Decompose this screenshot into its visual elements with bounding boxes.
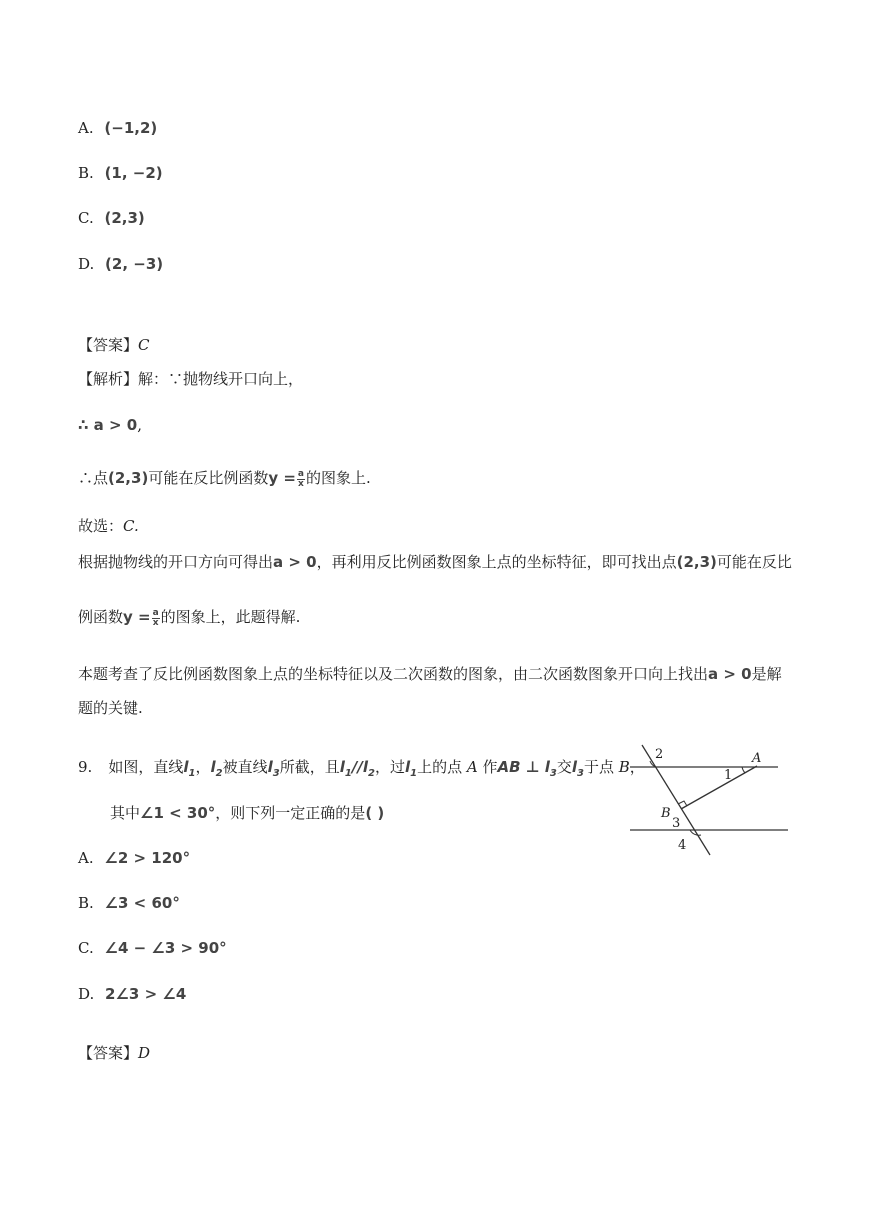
text: 如图，直线 xyxy=(108,758,184,776)
option-letter: A. xyxy=(78,119,94,137)
label-3: 3 xyxy=(672,816,681,831)
var: l xyxy=(404,758,411,776)
text: ∴点 xyxy=(78,469,109,487)
subscript: 2 xyxy=(368,768,375,779)
subscript: 1 xyxy=(344,768,352,779)
var: l xyxy=(362,758,368,776)
answer-line xyxy=(78,335,150,355)
var: l xyxy=(571,758,577,776)
segment-ab xyxy=(681,766,757,809)
text: 可能在反比 xyxy=(716,553,792,571)
explanation-line-2 xyxy=(78,607,300,628)
option-math: ∠3 < 60° xyxy=(104,894,180,912)
math-point: (2,3) xyxy=(676,553,717,571)
var: l xyxy=(210,758,216,776)
answer-paren: ( ) xyxy=(365,804,385,822)
text: ，过 xyxy=(374,758,405,776)
parallel-expression xyxy=(339,758,375,779)
analysis-line-2 xyxy=(78,415,142,435)
text: 所截，且 xyxy=(279,758,340,776)
subscript: 3 xyxy=(577,768,584,779)
option-math: (2, −3) xyxy=(105,255,164,273)
fraction-denominator: x xyxy=(298,478,304,489)
label-b: B xyxy=(661,806,671,821)
label-a: A xyxy=(752,751,762,766)
option-letter: D. xyxy=(78,255,95,273)
option-math: (2,3) xyxy=(104,209,145,227)
option-c xyxy=(78,208,145,228)
option-d xyxy=(78,254,163,274)
q9-stem-line-1 xyxy=(78,757,645,784)
text: 上的点 xyxy=(417,758,467,776)
text: 交 xyxy=(556,758,572,776)
text: 的图象上. xyxy=(305,469,371,487)
text: 本题考查了反比例函数图象上点的坐标特征以及二次函数的图象，由二次函数图象开口向上找出 xyxy=(78,665,709,683)
text: 其中 xyxy=(110,804,141,822)
answer-value: C xyxy=(138,336,150,354)
text: 的图象上，此题得解. xyxy=(160,608,301,626)
analysis-line-1 xyxy=(78,369,303,389)
choose-prefix: 故选： xyxy=(78,517,124,535)
subscript: 2 xyxy=(215,768,223,779)
option-letter: B. xyxy=(78,894,94,912)
option-c xyxy=(78,938,227,958)
math-condition: a > 0 xyxy=(273,553,317,571)
line-l2 xyxy=(210,758,223,779)
var: l xyxy=(339,758,345,776)
option-math: ∠2 > 120° xyxy=(104,849,191,867)
text: ， xyxy=(195,758,211,776)
option-letter: C. xyxy=(78,209,94,227)
summary-line-2 xyxy=(78,698,143,718)
text: 作 xyxy=(477,758,498,776)
answer-value: D xyxy=(138,1044,151,1062)
option-a xyxy=(78,118,157,138)
analysis-label: 【解析】 xyxy=(78,370,139,388)
text: 例函数 xyxy=(78,608,124,626)
option-letter: B. xyxy=(78,164,94,182)
option-d xyxy=(78,984,186,1004)
option-math: (1, −2) xyxy=(104,164,163,182)
line-l3 xyxy=(267,758,280,779)
text: ， xyxy=(629,758,645,776)
summary-line-1 xyxy=(78,664,782,684)
angle-1-arc xyxy=(742,767,745,773)
math-condition: ∴ a > 0 xyxy=(78,416,138,434)
option-math: ∠4 − ∠3 > 90° xyxy=(104,939,227,957)
option-letter: C. xyxy=(78,939,94,957)
fraction-denominator: x xyxy=(152,617,159,628)
subscript: 3 xyxy=(549,768,557,779)
text: ，再利用反比例函数图象上点的坐标特征，即可找出点 xyxy=(316,553,677,571)
option-letter: A. xyxy=(78,849,94,867)
explanation-line-1 xyxy=(78,552,792,572)
text: 题的关键. xyxy=(78,699,143,717)
label-1: 1 xyxy=(724,768,733,783)
line-l1 xyxy=(404,758,418,779)
line-l3 xyxy=(571,758,584,779)
text: ，则下列一定正确的是 xyxy=(215,804,366,822)
math-y: y = xyxy=(268,469,296,487)
answer-label: 【答案】 xyxy=(78,1044,139,1062)
text: 是解 xyxy=(751,665,782,683)
text: 被直线 xyxy=(222,758,268,776)
choose-value: C. xyxy=(123,517,139,535)
option-math: (−1,2) xyxy=(104,119,158,137)
fraction xyxy=(152,609,160,628)
text: 根据抛物线的开口方向可得出 xyxy=(78,553,274,571)
choose-line xyxy=(78,516,139,536)
text: 于点 xyxy=(583,758,619,776)
fraction-numerator: a xyxy=(297,468,304,479)
option-math: 2∠3 > ∠4 xyxy=(105,985,187,1003)
option-letter: D. xyxy=(78,985,95,1003)
math-y: y = xyxy=(123,608,151,626)
label-2: 2 xyxy=(655,747,664,762)
subscript: 1 xyxy=(410,768,418,779)
question-number: 9. xyxy=(78,758,93,776)
point-b: B xyxy=(618,758,630,776)
punctuation: , xyxy=(137,416,143,434)
subscript: 1 xyxy=(188,768,196,779)
text: 可能在反比例函数 xyxy=(148,469,269,487)
math-condition: ∠1 < 30° xyxy=(140,804,216,822)
var: l xyxy=(267,758,273,776)
var: l xyxy=(183,758,189,776)
fraction-numerator: a xyxy=(152,607,159,618)
line-l3-figure xyxy=(642,745,710,855)
q9-stem-line-2 xyxy=(110,803,384,823)
expr: AB ⊥ l xyxy=(497,758,550,776)
line-l1 xyxy=(183,758,196,779)
option-b xyxy=(78,893,180,913)
math-condition: a > 0 xyxy=(708,665,752,683)
analysis-text: 解：∵抛物线开口向上， xyxy=(138,370,304,388)
analysis-line-3 xyxy=(78,468,371,489)
math-point: (2,3) xyxy=(108,469,149,487)
point-a: A xyxy=(466,758,478,776)
fraction xyxy=(297,470,305,489)
answer-line xyxy=(78,1043,150,1063)
option-a xyxy=(78,848,190,868)
answer-label: 【答案】 xyxy=(78,336,139,354)
subscript: 3 xyxy=(272,768,280,779)
perpendicular-expression xyxy=(497,758,557,779)
geometry-figure xyxy=(628,743,793,858)
option-b xyxy=(78,163,163,183)
label-4: 4 xyxy=(678,838,687,853)
operator: // xyxy=(351,758,363,776)
